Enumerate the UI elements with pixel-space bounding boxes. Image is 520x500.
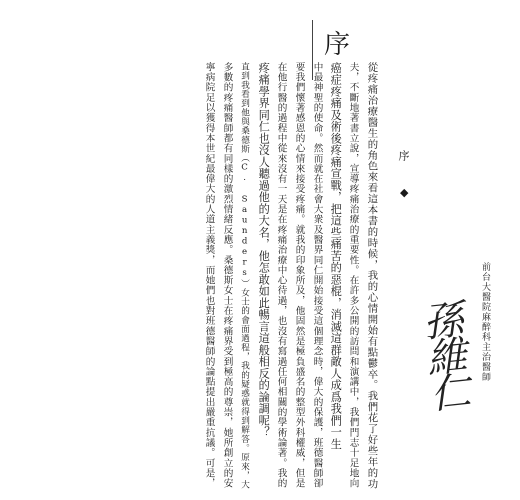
author-attribution: 前台大醫院麻醉科主治醫師 — [480, 262, 490, 382]
body-column: 多數的疼痛醫師都有同樣的激烈情緒反應。桑德斯女士在疼痛界受到極高的尊崇，她所創立的安 — [221, 62, 233, 489]
body-column: 癌症疼痛及術後疼痛宣戰，把這些痛苦的惡棍，消滅這群敵人成爲我們一生 — [329, 62, 343, 450]
body-column: 中最神聖的使命。然而就在社會大衆及醫界同仁開始接受這個理念時，偉大的保護，班德醫師卻 — [311, 62, 323, 489]
body-column: 疼痛學界同仁也沒人聽過他的大名，他怎敢如此暢言這般相反的論調呢？ — [257, 62, 271, 438]
page-title: 序 — [324, 30, 353, 60]
body-column: 在他行醫的過程中從來沒有一天是在疼痛治療中心待過，也沒有寫過任何相關的學術論著。我的 — [275, 62, 287, 489]
running-head: 序 — [397, 150, 410, 165]
body-column: 從疼痛治療醫生的角色來看這本書的時候，我的心情開始有點鬱卒。我們花了好些年的功 — [365, 62, 378, 490]
body-column: 寧病院足以獲得本世紀最偉大的人道主義獎，而她們也對班德醫師的論點提出嚴重抗議。可是， — [203, 62, 215, 489]
author-signature: 孫維仁 — [414, 297, 472, 411]
body-column: 夫，不斷地著書立說，宣導疼痛治療的重要性。在許多公開的訪問和演講中，我們門志十足地向 — [347, 62, 359, 489]
diamond-ornament-icon: ◆ — [400, 186, 409, 199]
body-column: 要我們懷著感恩的心情來接受疼痛。就我的印象所及，他固然是極負盛名的整型外科權威，但是 — [293, 62, 305, 489]
body-column: 直到我看到他與桑德斯（C. Saunders）女士的會面過程，我的疑惑就得到解答。原來，大 — [239, 62, 250, 490]
